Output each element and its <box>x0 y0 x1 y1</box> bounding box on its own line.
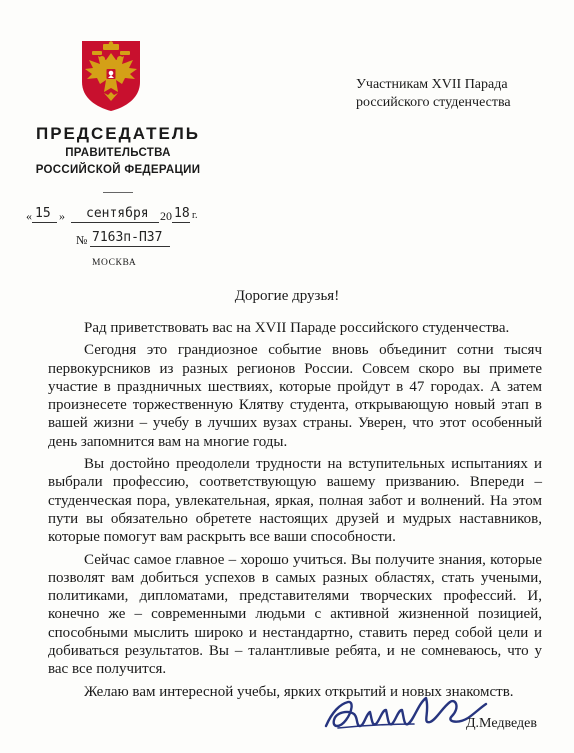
body-paragraph: Вы достойно преодолели трудности на вступительных испытаниях и выбрали профессию, соответствующую вашему призванию. Впереди – студенческая пора, увлекательная, яркая, полная забот и волнений. На этом пути вы обязательно обретете настоящих друзей и мудрых наставников, которые помогут вам раскрыть все ваши способности. <box>48 456 542 546</box>
letterhead-divider <box>103 192 133 193</box>
letterhead-title: ПРЕДСЕДАТЕЛЬ <box>35 124 201 143</box>
greeting: Дорогие друзья! <box>234 288 340 304</box>
date-month-underline <box>71 222 159 223</box>
date-close-quote: » <box>59 209 65 223</box>
letterhead-subtitle-line: РОССИЙСКОЙ ФЕДЕРАЦИИ <box>35 164 201 176</box>
registration-line <box>76 232 216 248</box>
date-suffix: г. <box>192 210 198 221</box>
body-paragraph: Рад приветствовать вас на XVII Параде российского студенчества. <box>84 320 510 336</box>
registration-prefix: № <box>76 233 88 247</box>
date-line <box>26 208 216 224</box>
addressee-line: российского студенчества <box>356 95 511 110</box>
addressee-line: Участникам XVII Парада <box>356 77 508 92</box>
signer-name: Д.Медведев <box>466 716 537 731</box>
date-day: 15 <box>35 206 51 221</box>
date-century: 20 <box>160 209 172 223</box>
date-month: сентября <box>86 206 149 221</box>
letterhead-subtitle-line: ПРАВИТЕЛЬСТВА <box>65 147 171 159</box>
city: МОСКВА <box>92 258 137 268</box>
addressee <box>356 76 511 112</box>
date-open-quote: « <box>26 209 32 223</box>
body-paragraph: Сейчас самое главное – хорошо учиться. Вы получите знания, которые позволят вам добиться успехов в самых разных областях, стать учеными, политиками, дипломатами, представителями творческих профессий. И, конечно же – современными людьми с активной жизненной позицией, способными мыслить широко и нестандартно, ставить перед собой цели и добиваться результатов. Вы – талантливые ребята, и не сомневаюсь, что у вас все получится. <box>48 551 542 678</box>
registration-underline <box>90 246 170 247</box>
registration-number: 7163п-П37 <box>92 230 163 245</box>
date-day-underline <box>32 222 57 223</box>
coat-of-arms-emblem <box>78 38 144 112</box>
body-paragraph: Желаю вам интересной учебы, ярких открытий и новых знакомств. <box>84 683 514 700</box>
body-paragraph: Сегодня это грандиозное событие вновь объединит сотни тысяч первокурсников из разных регионов России. Совсем скоро вы примете участие в праздничных шествиях, которые пройдут в 47 городах. А затем произнесете торжественную Клятву студента, открывающую новый этап в вашей жизни – учебу в лучших вузах страны. Уверен, что этот особенный день запомнится вам на многие годы. <box>48 342 542 450</box>
letter-body <box>48 319 542 705</box>
letterhead <box>20 123 216 193</box>
date-year: 18 <box>174 206 190 221</box>
date-year-underline <box>172 222 190 223</box>
